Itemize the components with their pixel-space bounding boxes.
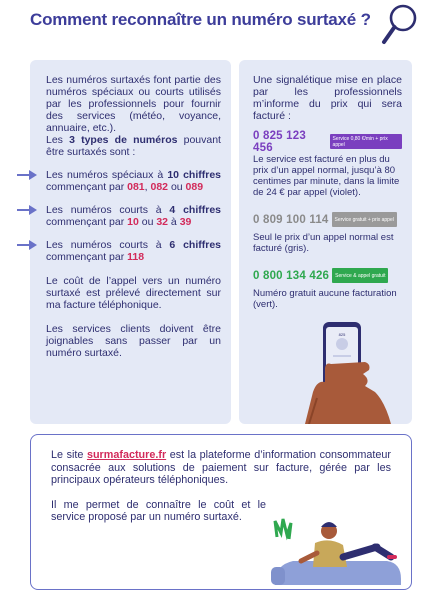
- desc-gris: Seul le prix d’un appel normal est facturé (gris).: [253, 232, 394, 254]
- desc-vert: Numéro gratuit aucune facturation (vert).: [253, 288, 397, 310]
- hand-phone-illustration: [295, 322, 405, 424]
- right-panel: [239, 60, 412, 424]
- number-violet: 0 825 123 456: [253, 129, 306, 154]
- services-text: Les services clients doivent être joignables sans passer par un numéro surtaxé.: [46, 323, 221, 359]
- person-sofa-illustration: [267, 517, 407, 587]
- arrow-right-icon: [17, 170, 37, 180]
- bullet-10-digits: Les numéros spéciaux à 10 chiffres commençant par 081, 082 ou 089: [46, 169, 221, 193]
- number-gris: 0 809 100 114: [253, 213, 329, 226]
- surmafacture-link[interactable]: surmafacture.fr: [86, 449, 167, 461]
- bullet-6-digits: Les numéros courts à 6 chiffres commençant par 118: [46, 239, 221, 263]
- cost-text: Le coût de l’appel vers un numéro surtaxé est prélevé directement sur ma facture téléphonique.: [46, 275, 221, 311]
- footer-second-text: Il me permet de connaître le coût et le service proposé par un numéro surtaxé.: [51, 498, 266, 523]
- example-violet: [253, 129, 402, 154]
- signage-intro: Une signalétique mise en place par les professionnels m’informe du prix qui sera facturé :: [253, 74, 402, 122]
- svg-text:825: 825: [338, 332, 346, 337]
- arrow-right-icon: [17, 240, 37, 250]
- number-vert: 0 800 134 426: [253, 269, 330, 282]
- footer-text: Le site surmafacture.fr est la plateforme d’information consommateur consacrée aux solutions de paiement sur facture, gérée par les principaux opérateurs téléphoniques.: [51, 449, 391, 486]
- tag-violet: Service 0,80 €/min + prix appel: [330, 134, 402, 149]
- magnifier-icon: [380, 2, 420, 46]
- footer-box: [30, 434, 412, 590]
- left-panel: [30, 60, 231, 424]
- example-gris: [253, 212, 402, 227]
- page-title: Comment reconnaître un numéro surtaxé ?: [30, 10, 371, 29]
- tag-gris: Service gratuit + prix appel: [332, 212, 397, 227]
- arrow-right-icon: [17, 205, 37, 215]
- example-vert: [253, 268, 402, 283]
- intro-text: Les numéros surtaxés font partie des numéros spéciaux ou courts utilisés par les professionnels pour fournir des services (météo, voyance, annuaire, etc.).: [46, 74, 221, 134]
- bullet-4-digits: Les numéros courts à 4 chiffres commençant par 10 ou 32 à 39: [46, 204, 221, 228]
- types-text: Les 3 types de numéros pouvant être surtaxés sont :: [46, 134, 221, 158]
- desc-violet: Le service est facturé en plus du prix d’un appel normal, jusqu’à 80 centimes par minute, dans la limite de 24 € par appel (violet).: [253, 154, 400, 198]
- tag-vert: Service & appel gratuit: [332, 268, 388, 283]
